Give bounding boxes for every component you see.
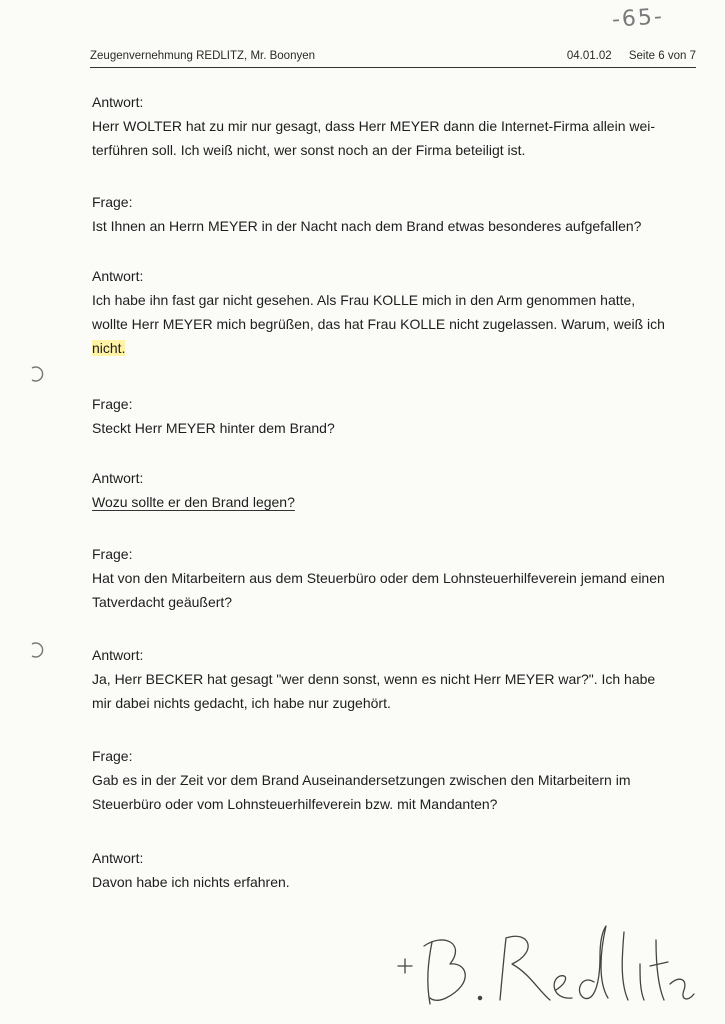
qa-label: Antwort:: [92, 94, 144, 110]
qa-block-question-1: [92, 190, 702, 238]
qa-line: [92, 336, 702, 360]
qa-label: Antwort:: [92, 850, 144, 866]
qa-label: Antwort:: [92, 647, 144, 663]
qa-line-text: Ich habe ihn fast gar nicht gesehen. Als Frau KOLLE mich in den Arm genommen hatte,: [92, 292, 636, 308]
qa-line-text: Herr WOLTER hat zu mir nur gesagt, dass Herr MEYER dann die Internet-Firma allein wei-: [92, 118, 656, 134]
punch-hole-icon: [28, 366, 44, 382]
header-page: Seite 6 von 7: [628, 50, 696, 62]
qa-line: [92, 691, 702, 715]
qa-line: [92, 667, 702, 691]
qa-line: [92, 312, 702, 336]
qa-block-answer-5: [92, 846, 702, 894]
qa-line: [92, 490, 702, 514]
qa-line: [92, 114, 702, 138]
qa-label: Antwort:: [92, 470, 144, 486]
qa-text: [92, 566, 702, 614]
highlighted-text: nicht.: [92, 340, 126, 356]
qa-label: Antwort:: [92, 268, 144, 284]
qa-text: [92, 288, 702, 360]
qa-text: [92, 768, 702, 816]
qa-text: [92, 667, 702, 715]
handwritten-page-number: -65-: [611, 4, 665, 33]
qa-line: [92, 792, 702, 816]
qa-block-question-2: [92, 392, 702, 440]
qa-line: [92, 870, 702, 894]
qa-line-text: Ja, Herr BECKER hat gesagt "wer denn sonst, wenn es nicht Herr MEYER war?". Ich habe: [92, 671, 656, 687]
qa-block-question-3: [92, 542, 702, 614]
qa-label: Frage:: [92, 194, 133, 210]
qa-label: Frage:: [92, 546, 133, 562]
qa-line: [92, 288, 702, 312]
qa-block-answer-3: [92, 466, 702, 514]
qa-label: Frage:: [92, 748, 133, 764]
qa-line-text: Ist Ihnen an Herrn MEYER in der Nacht nach dem Brand etwas besonderes aufgefallen?: [92, 218, 642, 234]
qa-line-text: Davon habe ich nichts erfahren.: [92, 874, 290, 890]
handwritten-signature: [388, 912, 698, 1012]
qa-text: [92, 490, 702, 514]
underlined-text: Wozu sollte er den Brand legen?: [92, 494, 295, 510]
qa-block-answer-1: [92, 90, 702, 162]
qa-line-text: Steckt Herr MEYER hinter dem Brand?: [92, 420, 335, 436]
qa-line: [92, 566, 702, 590]
qa-line-text: Steuerbüro oder vom Lohnsteuerhilfeverein bzw. mit Mandanten?: [92, 796, 498, 812]
qa-text: [92, 416, 702, 440]
qa-block-answer-2: [92, 264, 702, 360]
qa-line-text: terführen soll. Ich weiß nicht, wer sonst noch an der Firma beteiligt ist.: [92, 142, 526, 158]
header-rule: [90, 67, 696, 68]
qa-line-text: mir dabei nichts gedacht, ich habe nur zugehört.: [92, 695, 391, 711]
qa-block-answer-4: [92, 643, 702, 715]
qa-text: [92, 870, 702, 894]
qa-line-text: Tatverdacht geäußert?: [92, 594, 233, 610]
header-meta: [567, 50, 696, 62]
qa-line: [92, 214, 702, 238]
qa-text: [92, 214, 702, 238]
header-date: 04.01.02: [566, 50, 612, 62]
qa-line-text: Hat von den Mitarbeitern aus dem Steuerbüro oder dem Lohnsteuerhilfeverein jemand einen: [92, 570, 665, 586]
qa-line: [92, 416, 702, 440]
punch-hole-icon: [28, 642, 44, 658]
qa-line: [92, 768, 702, 792]
qa-line-text: wollte Herr MEYER mich begrüßen, das hat Frau KOLLE nicht zugelassen. Warum, weiß ich: [92, 316, 665, 332]
qa-line: [92, 138, 702, 162]
qa-line: [92, 590, 702, 614]
qa-label: Frage:: [92, 396, 133, 412]
qa-text: [92, 114, 702, 162]
qa-line-text: Gab es in der Zeit vor dem Brand Auseinandersetzungen zwischen den Mitarbeitern im: [92, 772, 631, 788]
qa-block-question-4: [92, 744, 702, 816]
header-title: Zeugenvernehmung REDLITZ, Mr. Boonyen: [90, 50, 316, 62]
